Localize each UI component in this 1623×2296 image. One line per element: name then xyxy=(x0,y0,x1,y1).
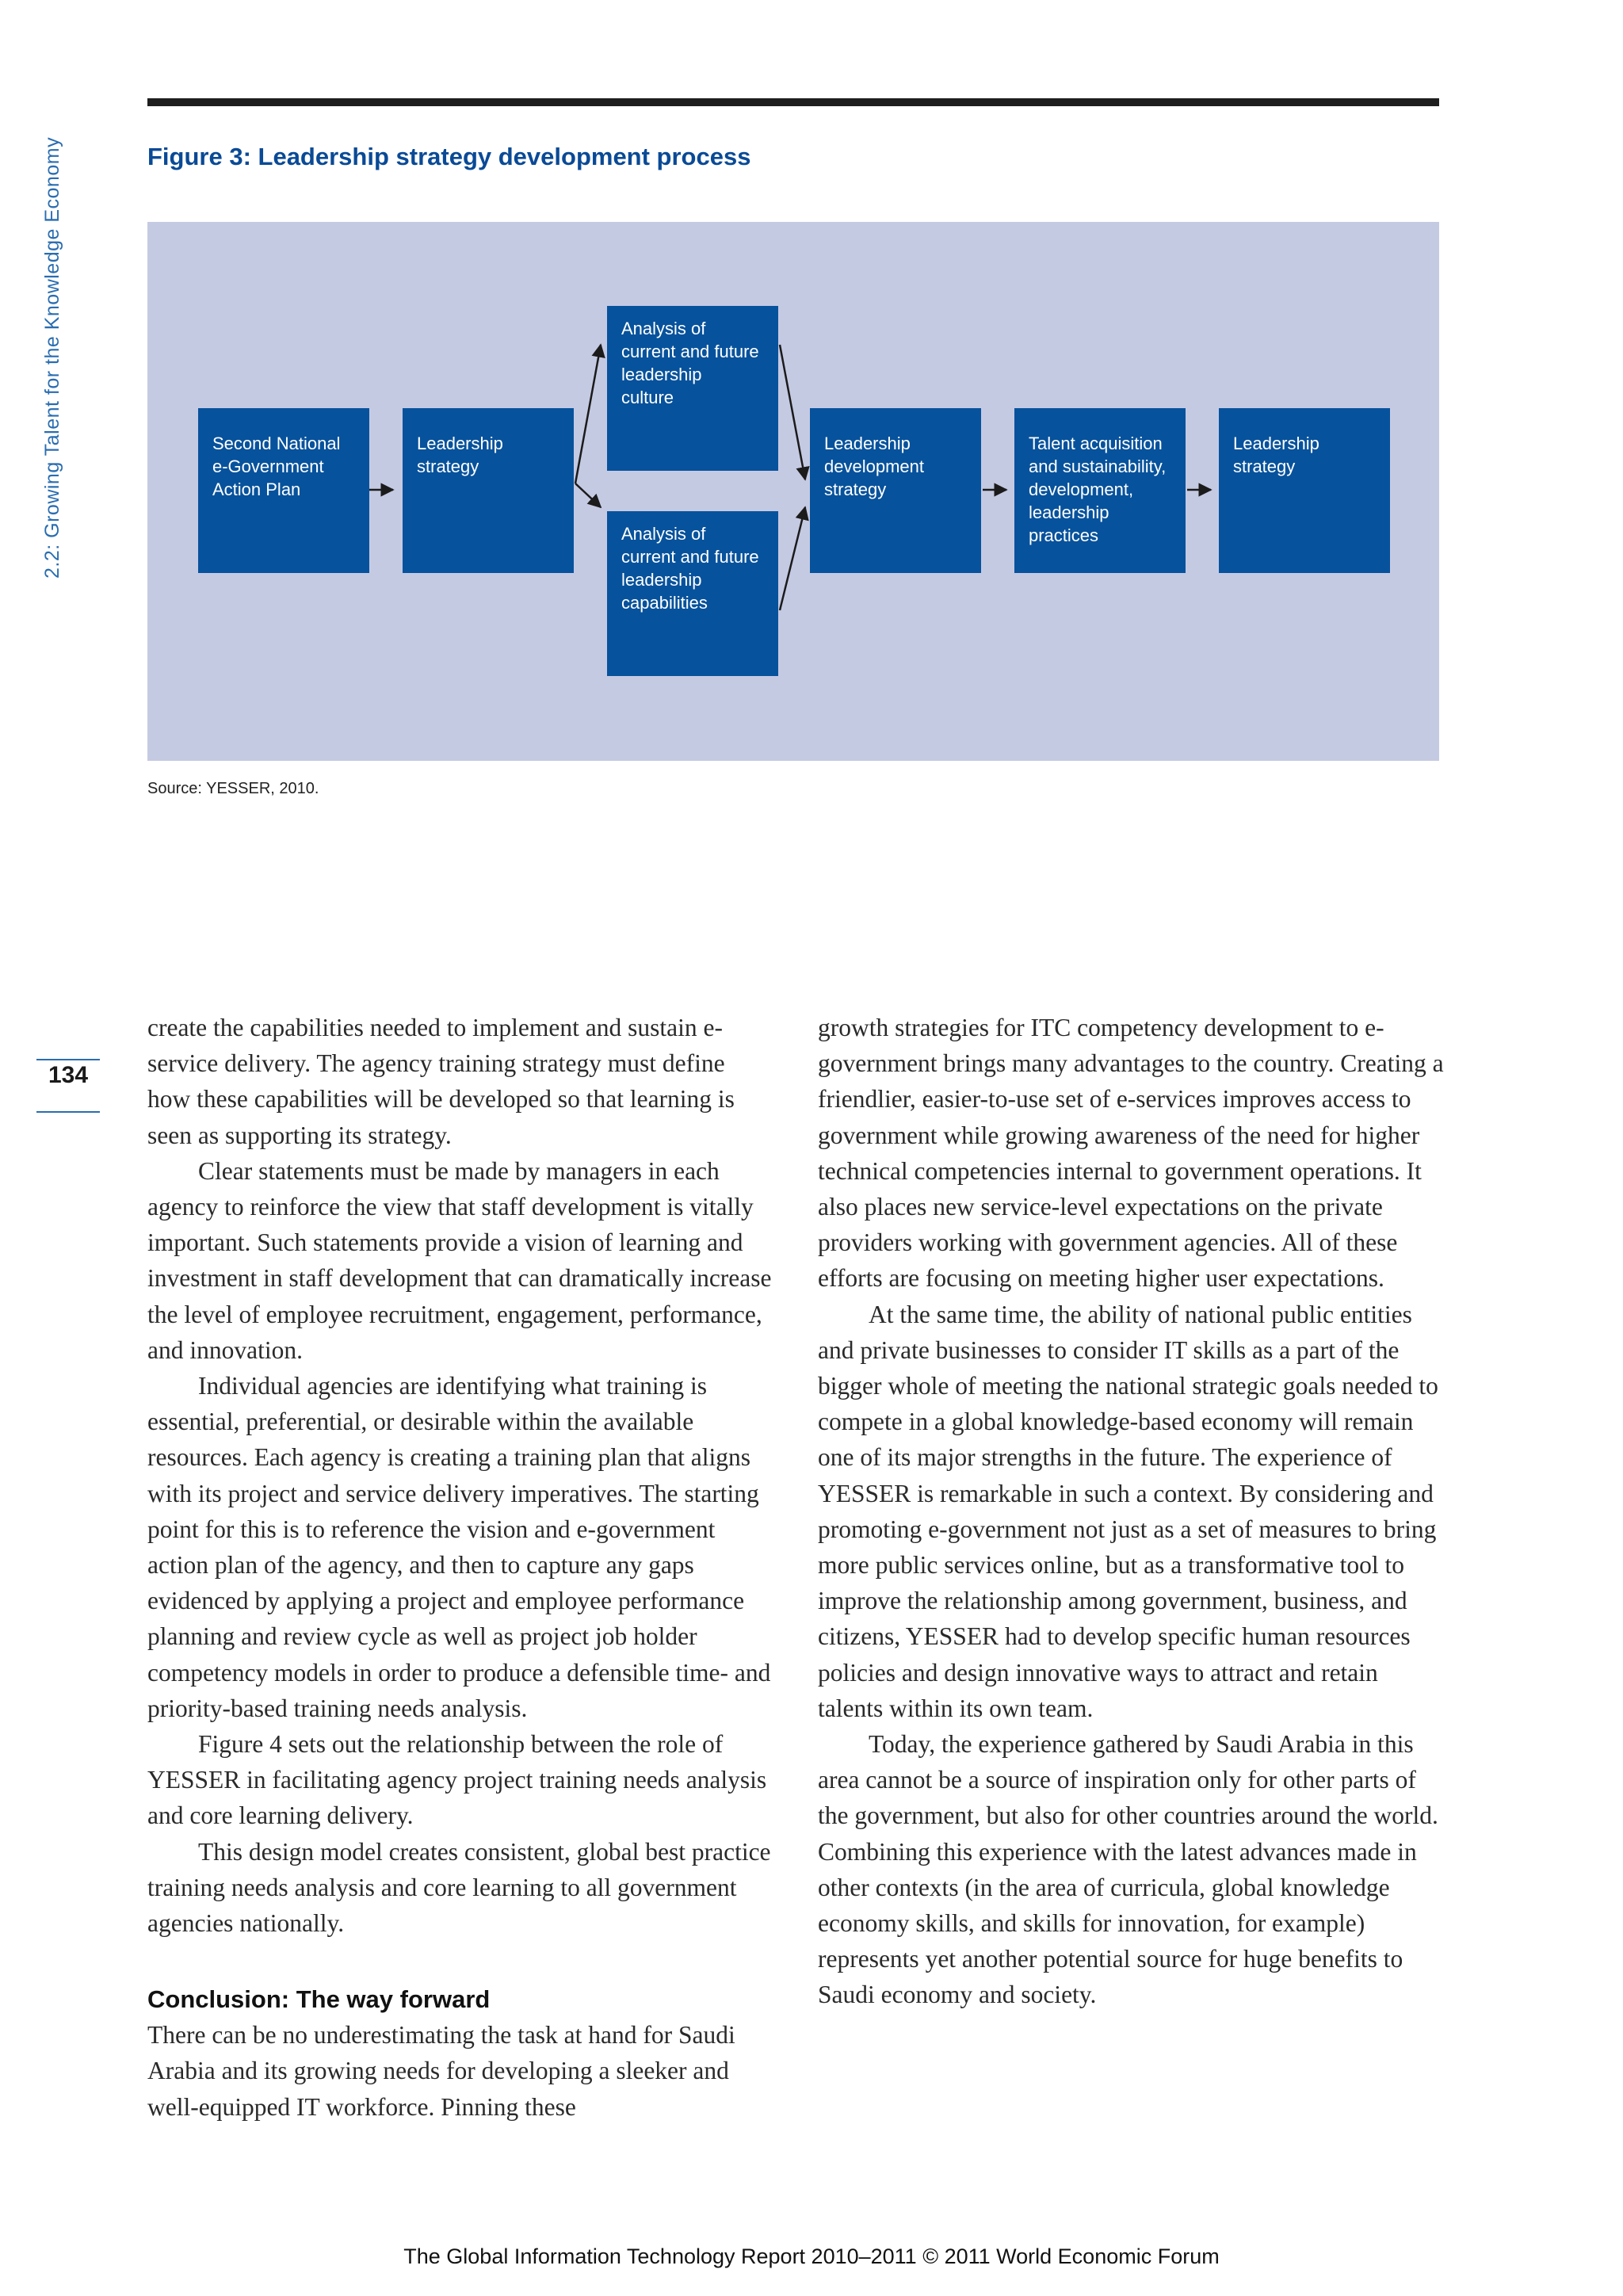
page-number: 134 xyxy=(48,1062,89,1088)
box-leadership-strategy xyxy=(403,408,574,573)
paragraph: Clear statements must be made by managers in each agency to reinforce the view that staff development is vitally important. Such statements provide a vision of learning and investment in staff development that can dramatically increase the level of employee recruitment, engagement, performance, and innovation. xyxy=(147,1156,772,1364)
box-line: Analysis of xyxy=(621,524,706,544)
paragraph: This design model creates consistent, global best practice training needs analysis and core learning to all government agencies nationally. xyxy=(147,1837,771,1938)
arrow-strategy-to-culture xyxy=(575,345,601,483)
arrow-strategy-to-capabilities xyxy=(575,483,601,507)
paragraph: create the capabilities needed to implement and sustain e-service delivery. The agency training strategy must define how these capabilities will be developed so that learning is seen as supporting its strategy. xyxy=(147,1014,735,1149)
box-line: Action Plan xyxy=(212,479,301,499)
paragraph: Today, the experience gathered by Saudi Arabia in this area cannot be a source of inspiration only for other parts of the government, but also for other countries around the world. Combining this experience with the latest advances made in other contexts (in the area of curricula, global knowledge economy skills, and skills for innovation, for example) represents yet another potential source for huge benefits to Saudi economy and society. xyxy=(818,1730,1438,2009)
arrow-culture-to-development xyxy=(780,345,805,479)
box-line: Leadership xyxy=(1233,434,1319,453)
process-diagram xyxy=(147,222,1439,761)
left-column xyxy=(147,1010,773,2125)
box-line: leadership xyxy=(1029,502,1109,522)
box-final-leadership-strategy xyxy=(1219,408,1390,573)
box-line: and sustainability, xyxy=(1029,457,1167,476)
paragraph: Figure 4 sets out the relationship between the role of YESSER in facilitating agency project training needs analysis and core learning delivery. xyxy=(147,1730,767,1830)
box-line: development xyxy=(824,457,924,476)
box-line: Leadership xyxy=(824,434,911,453)
running-head-text: 2.2: Growing Talent for the Knowledge Economy xyxy=(41,136,63,579)
box-line: Analysis of xyxy=(621,319,706,338)
right-column xyxy=(818,1010,1444,2013)
box-line: practices xyxy=(1029,525,1099,545)
box-leadership-culture xyxy=(607,306,778,471)
box-line: strategy xyxy=(824,479,887,499)
box-line: development, xyxy=(1029,479,1134,499)
box-line: current and future xyxy=(621,342,759,361)
box-line: capabilities xyxy=(621,593,708,613)
page-footer: The Global Information Technology Report 2010–2011 © 2011 World Economic Forum xyxy=(403,2244,1220,2268)
arrow-capabilities-to-development xyxy=(780,507,805,610)
figure-top-rule xyxy=(147,98,1439,106)
paragraph: At the same time, the ability of national public entities and private businesses to consider IT skills as a part of the bigger whole of meeting the national strategic goals needed to compete in a global knowledge-based economy will remain one of its major strengths in the future. The experience of YESSER is remarkable in such a context. By considering and promoting e-government not just as a set of measures to bring more public services online, but as a transformative tool to improve the relationship among government, business, and citizens, YESSER had to develop specific human resources policies and design innovative ways to attract and retain talents within its own team. xyxy=(818,1300,1438,1722)
box-line: current and future xyxy=(621,547,759,567)
box-line: Second National xyxy=(212,434,341,453)
box-talent-acquisition xyxy=(1014,408,1186,573)
paragraph: Individual agencies are identifying what training is essential, preferential, or desirable within the available resources. Each agency is creating a training plan that aligns with its project and service delivery imperatives. The starting point for this is to reference the vision and e-government action plan of the agency, and then to capture any gaps evidenced by applying a project and employee performance planning and review cycle as well as project job holder competency models in order to produce a defensible time- and priority-based training needs analysis. xyxy=(147,1372,771,1722)
box-leadership-development-strategy xyxy=(810,408,981,573)
page-number-rule-bottom xyxy=(36,1111,100,1113)
paragraph: There can be no underestimating the task at hand for Saudi Arabia and its growing needs for developing a sleeker and well-equipped IT workforce. Pinning these xyxy=(147,2021,735,2121)
conclusion-heading: Conclusion: The way forward xyxy=(147,1985,491,2014)
figure-source: Source: YESSER, 2010. xyxy=(147,780,319,797)
box-line: strategy xyxy=(1233,457,1296,476)
box-leadership-capabilities xyxy=(607,511,778,676)
box-line: e-Government xyxy=(212,457,324,476)
box-line: Leadership xyxy=(417,434,503,453)
box-line: strategy xyxy=(417,457,479,476)
figure-title: Figure 3: Leadership strategy development process xyxy=(147,143,751,170)
box-line: Talent acquisition xyxy=(1029,434,1163,453)
page-number-rule-top xyxy=(36,1059,100,1060)
paragraph: growth strategies for ITC competency development to e-government brings many advantages to the country. Creating a friendlier, easier-to-use set of e-services improves access to government while growing awareness of the need for higher technical competencies internal to government operations. It also places new service-level expectations on the private providers working with government agencies. All of these efforts are focusing on meeting higher user expectations. xyxy=(818,1014,1444,1293)
box-action-plan xyxy=(198,408,369,573)
box-line: leadership xyxy=(621,570,702,590)
box-line: culture xyxy=(621,388,674,407)
box-line: leadership xyxy=(621,365,702,384)
